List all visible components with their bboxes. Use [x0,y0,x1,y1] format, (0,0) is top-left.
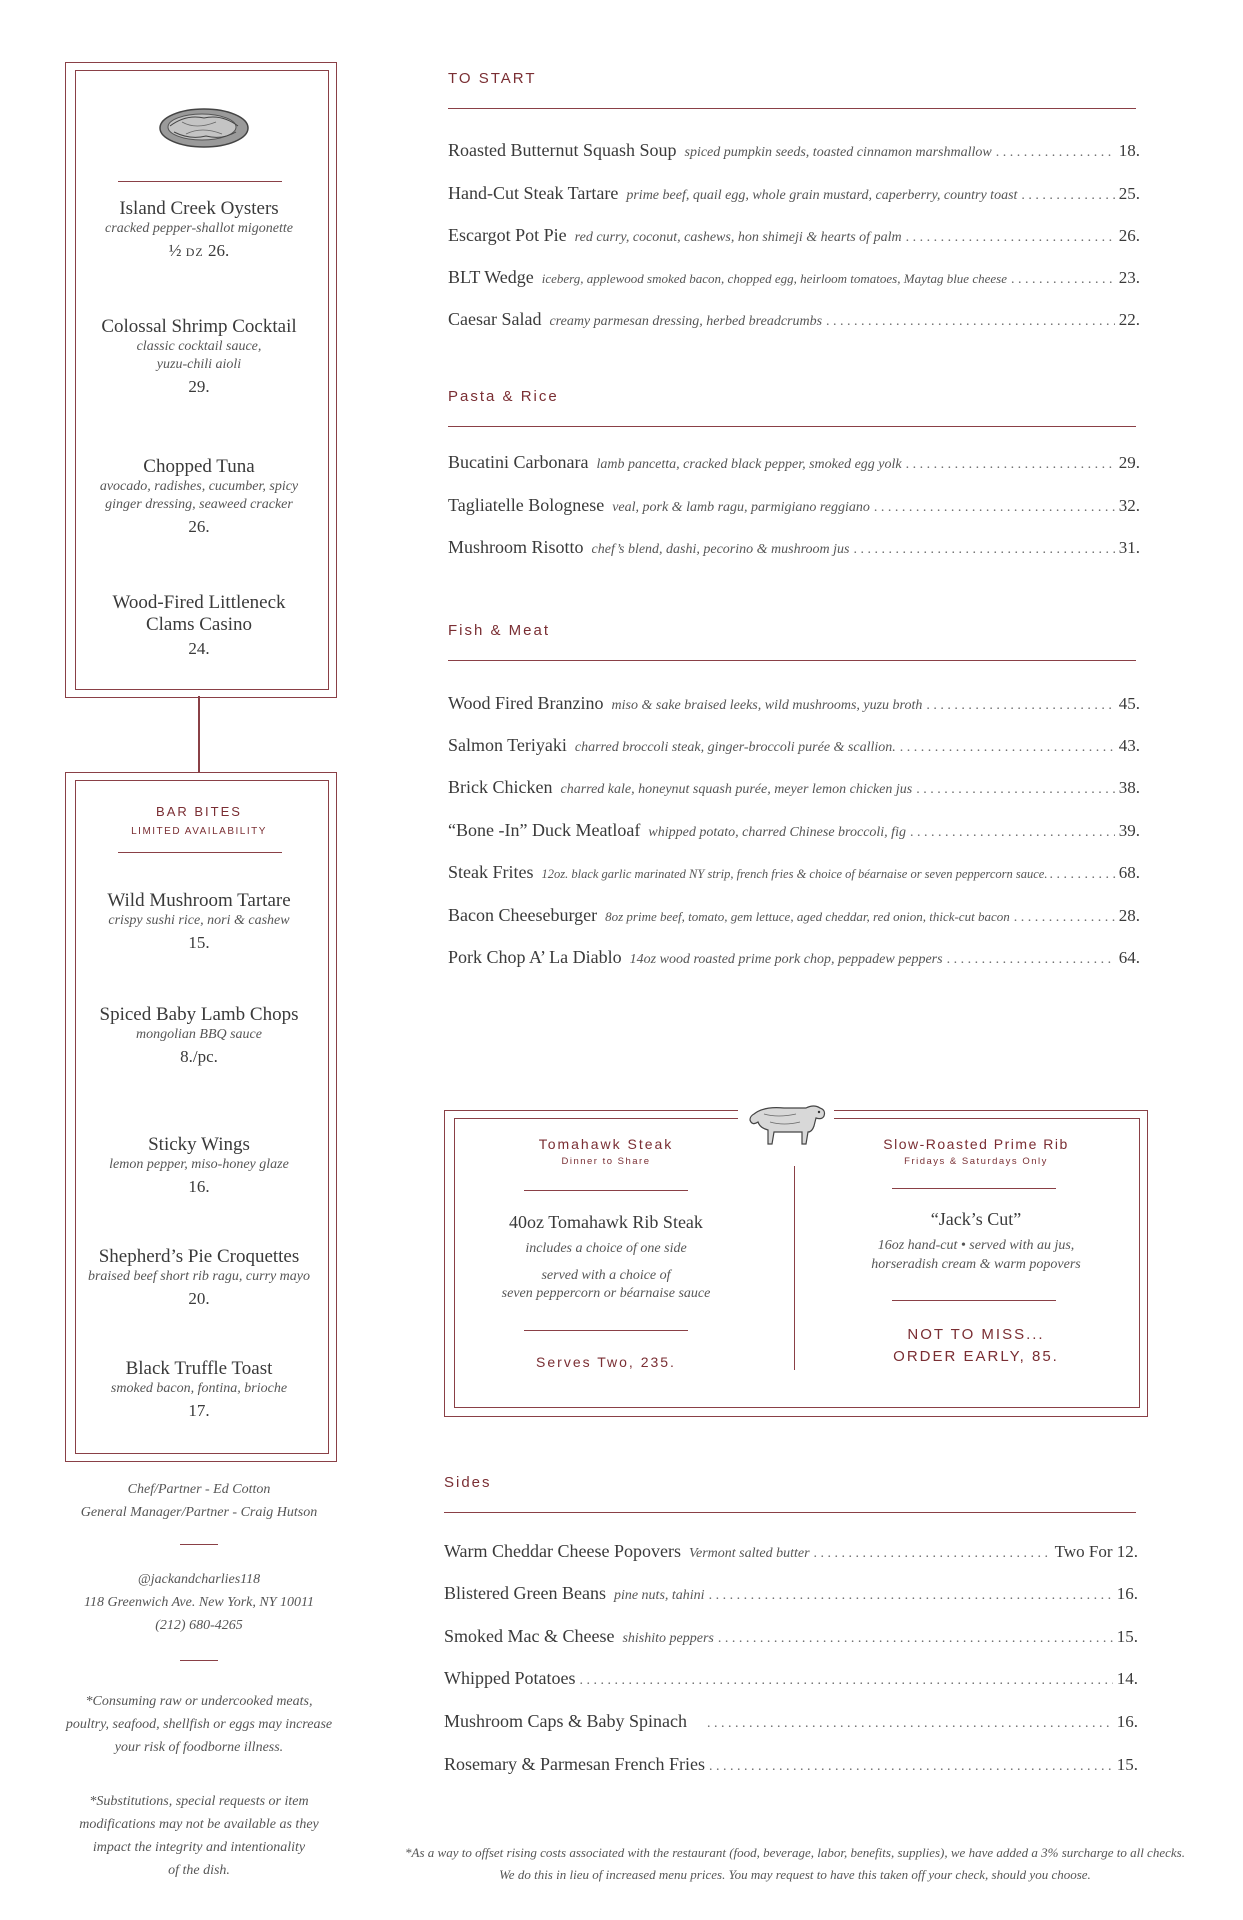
item-name: Salmon Teriyaki [448,735,567,755]
menu-item [448,183,1140,204]
substitution-warning [64,1790,334,1882]
item-price: 17. [188,1401,210,1420]
item-description: charred kale, honeynut squash purée, meyer lemon chicken jus [560,782,913,797]
item-price: 22. [1118,310,1140,329]
item-name: Wood Fired Branzino [448,693,604,713]
menu-item [64,890,334,954]
item-description: veal, pork & lamb ragu, parmigiano reggiano [612,500,870,515]
item-name: Bacon Cheeseburger [448,905,598,925]
leader-dots [709,1588,1113,1604]
item-name: Clams Casino [145,614,253,635]
item-name: Hand-Cut Steak Tartare [448,183,619,203]
item-price: 39. [1118,821,1140,840]
divider [524,1330,688,1331]
item-price: 29. [1118,453,1140,472]
note-line: *Consuming raw or undercooked meats, [85,1694,313,1709]
phone: (212) 680-4265 [155,1618,243,1633]
item-description: yuzu-chili aioli [156,357,242,372]
item-name: BLT Wedge [448,267,534,287]
divider [524,1190,688,1191]
item-price: 45. [1118,694,1140,713]
cow-icon [744,1096,830,1148]
menu-item [64,1134,334,1198]
menu-item [448,947,1140,968]
prime-rib-subtitle: Fridays & Saturdays Only [904,1156,1048,1167]
menu-item [448,225,1140,246]
section-rule [444,1512,1136,1513]
item-description: smoked bacon, fontina, brioche [110,1381,288,1396]
divider [892,1300,1056,1301]
leader-dots [1011,272,1115,288]
bar-bites-title: BAR BITES [156,804,242,819]
item-description: mongolian BBQ sauce [136,1027,262,1042]
item-name: Sticky Wings [148,1134,250,1155]
item-name: Roasted Butternut Squash Soup [448,140,677,160]
item-name: Mushroom Risotto [448,537,584,557]
leader-dots [996,145,1115,161]
leader-dots [874,500,1115,516]
tomahawk-serves: Serves Two, 235. [536,1354,676,1370]
leader-dots [826,314,1115,330]
item-price: 29. [188,377,210,396]
item-name: Tagliatelle Bolognese [448,495,605,515]
section-title-to-start: TO START [448,70,537,87]
prime-rib-name: “Jack’s Cut” [930,1209,1022,1229]
item-name: Mushroom Caps & Baby Spinach [444,1711,687,1731]
oyster-icon [156,104,252,152]
leader-dots [1014,910,1115,926]
section-title-fish-meat: Fish & Meat [448,622,551,639]
leader-dots [916,782,1115,798]
item-name: Spiced Baby Lamb Chops [99,1004,299,1025]
tomahawk-name: 40oz Tomahawk Rib Steak [509,1212,703,1232]
address: 118 Greenwich Ave. New York, NY 10011 [84,1595,314,1610]
item-name: Chopped Tuna [143,456,255,477]
item-description: shishito peppers [622,1631,714,1646]
item-description: 12oz. black garlic marinated NY strip, french fries & choice of béarnaise or seven peppercorn sauce. [541,867,1048,881]
menu-item [448,140,1140,161]
menu-item [448,452,1140,473]
leader-dots [906,457,1115,473]
social-handle: @jackandcharlies118 [137,1572,261,1587]
item-name: Blistered Green Beans [444,1583,606,1603]
menu-item [64,1004,334,1068]
item-price: 26. [1118,226,1140,245]
item-price: 18. [1118,141,1140,160]
leader-dots [707,1716,1113,1732]
item-name: Escargot Pot Pie [448,225,567,245]
item-price: 15. [188,933,210,952]
menu-item [448,309,1140,330]
item-description: 8oz prime beef, tomato, gem lettuce, aged cheddar, red onion, thick-cut bacon [605,909,1010,924]
menu-item [444,1711,1138,1732]
leader-dots [1021,188,1114,204]
leader-dots [910,825,1115,841]
item-name: Brick Chicken [448,777,553,797]
menu-item [448,735,1140,756]
note-line: your risk of foodborne illness. [114,1740,284,1755]
chef-credit: Chef/Partner - Ed Cotton [127,1482,271,1497]
divider [892,1188,1056,1189]
prime-rib-cta: NOT TO MISS... [907,1326,1045,1343]
section-rule [448,108,1136,109]
item-name: Wood-Fired Littleneck [112,592,286,613]
item-name: Steak Frites [448,862,534,882]
item-price: 25. [1118,184,1140,203]
item-name: Shepherd’s Pie Croquettes [98,1246,300,1267]
item-price: 43. [1118,736,1140,755]
menu-item [444,1626,1138,1647]
item-description: red curry, coconut, cashews, hon shimeji & hearts of palm [574,230,902,245]
item-description: crispy sushi rice, nori & cashew [108,913,290,928]
item-description: avocado, radishes, cucumber, spicy [99,479,299,494]
item-name: Bucatini Carbonara [448,452,589,472]
item-description: charred broccoli steak, ginger-broccoli purée & scallion. [574,740,896,755]
item-name: Caesar Salad [448,309,542,329]
item-description: Vermont salted butter [689,1546,810,1561]
item-name: Pork Chop A’ La Diablo [448,947,622,967]
item-description: whipped potato, charred Chinese broccoli, fig [648,825,906,840]
item-price: 32. [1118,496,1140,515]
menu-item [444,1668,1138,1689]
section-title-sides: Sides [444,1474,492,1491]
note-line: modifications may not be available as they [79,1817,319,1832]
note-line: impact the integrity and intentionality [92,1840,306,1855]
item-description: chef’s blend, dashi, pecorino & mushroom jus [591,542,850,557]
menu-item [64,592,334,660]
prime-rib-line: 16oz hand-cut • served with au jus, [877,1238,1075,1253]
item-name: Colossal Shrimp Cocktail [101,316,297,337]
item-description: spiced pumpkin seeds, toasted cinnamon marshmallow [684,145,992,160]
surcharge-line: We do this in lieu of increased menu prices. You may request to have this taken off your check, should you choose. [499,1867,1091,1882]
leader-dots [814,1546,1051,1562]
item-price: 15. [1116,1755,1138,1774]
item-name: “Bone -In” Duck Meatloaf [448,820,641,840]
divider [180,1660,218,1661]
menu-item [64,198,334,263]
item-description: lamb pancetta, cracked black pepper, smoked egg yolk [596,457,902,472]
surcharge-line: *As a way to offset rising costs associated with the restaurant (food, beverage, labor, benefits, supplies), we have added a 3% surcharge to all checks. [405,1845,1185,1860]
tomahawk-line: includes a choice of one side [525,1241,687,1256]
item-description: miso & sake braised leeks, wild mushrooms, yuzu broth [611,698,923,713]
note-line: *Substitutions, special requests or item [89,1794,309,1809]
prime-rib-title: Slow-Roasted Prime Rib [883,1136,1069,1152]
item-price: 16. [1116,1712,1138,1731]
section-rule [448,426,1136,427]
raw-warning [64,1690,334,1759]
note-line: of the dish. [168,1863,230,1878]
credits [64,1478,334,1524]
tomahawk-line: seven peppercorn or béarnaise sauce [501,1286,711,1301]
menu-item [64,456,334,538]
menu-item [448,905,1140,926]
item-name: Rosemary & Parmesan French Fries [444,1754,705,1774]
item-description: prime beef, quail egg, whole grain mustard, caperberry, country toast [626,188,1018,203]
item-price: Two For 12. [1054,1542,1138,1561]
tomahawk-line: served with a choice of [541,1268,671,1283]
item-price: 8./pc. [180,1047,218,1066]
contact-info [64,1568,334,1637]
item-name: Island Creek Oysters [119,198,279,219]
item-description: ginger dressing, seaweed cracker [105,497,293,512]
leader-dots [926,698,1114,714]
menu-item [448,820,1140,841]
section-title-pasta: Pasta & Rice [448,388,559,405]
bar-bites-subtitle: LIMITED AVAILABILITY [131,826,267,837]
menu-item [444,1541,1138,1562]
menu-item [448,267,1140,288]
section-rule [448,660,1136,661]
menu-item [448,537,1140,558]
tomahawk-title: Tomahawk Steak [538,1136,674,1152]
item-price: 16. [1116,1584,1138,1603]
item-description: braised beef short rib ragu, curry mayo [87,1269,311,1284]
item-price: 20. [188,1289,210,1308]
item-price: 15. [1116,1627,1138,1646]
item-price: 23. [1118,268,1140,287]
leader-dots [709,1759,1113,1775]
divider [118,852,282,853]
menu-item [444,1583,1138,1604]
item-price: 64. [1118,948,1140,967]
connector-line [198,696,200,772]
item-description: classic cocktail sauce, [136,339,262,354]
item-name: Smoked Mac & Cheese [444,1626,615,1646]
note-line: poultry, seafood, shellfish or eggs may increase [65,1717,333,1732]
item-description: pine nuts, tahini [613,1588,705,1603]
menu-item [448,495,1140,516]
divider [180,1544,218,1545]
leader-dots [853,542,1114,558]
leader-dots [906,230,1115,246]
leader-dots [718,1631,1113,1647]
leader-dots [947,952,1115,968]
menu-item [448,693,1140,714]
item-price: 28. [1118,906,1140,925]
item-price: 38. [1118,778,1140,797]
item-name: Whipped Potatoes [444,1668,576,1688]
item-name: Wild Mushroom Tartare [107,890,291,911]
item-price: 68. [1118,863,1140,882]
menu-item [64,316,334,398]
item-description: creamy parmesan dressing, herbed breadcrumbs [549,314,823,329]
divider [118,181,282,182]
item-name: Warm Cheddar Cheese Popovers [444,1541,681,1561]
surcharge-note [370,1842,1220,1886]
item-description: 14oz wood roasted prime pork chop, peppadew peppers [629,952,943,967]
menu-item [444,1754,1138,1775]
item-price: 14. [1116,1669,1138,1688]
bar-bites-box-inner [75,780,329,1454]
leader-dots [1049,867,1116,883]
item-description: iceberg, applewood smoked bacon, chopped egg, heirloom tomatoes, Maytag blue cheese [541,271,1007,286]
item-price: 26. [188,517,210,536]
item-price: ½ DZ 26. [168,241,230,260]
prime-rib-cta: ORDER EARLY, 85. [893,1348,1059,1365]
leader-dots [579,1673,1112,1689]
prime-rib-line: horseradish cream & warm popovers [871,1257,1081,1272]
gm-credit: General Manager/Partner - Craig Hutson [80,1505,318,1520]
specials-divider [794,1166,795,1370]
item-price: 16. [188,1177,210,1196]
item-description: lemon pepper, miso-honey glaze [109,1157,289,1172]
item-price: 31. [1118,538,1140,557]
leader-dots [900,740,1115,756]
item-price: 24. [188,639,210,658]
item-name: Black Truffle Toast [125,1358,273,1379]
menu-item [448,777,1140,798]
tomahawk-subtitle: Dinner to Share [561,1156,651,1167]
item-description: cracked pepper-shallot migonette [105,221,293,236]
menu-item [64,1246,334,1310]
menu-item [64,1358,334,1422]
menu-item [448,862,1140,883]
